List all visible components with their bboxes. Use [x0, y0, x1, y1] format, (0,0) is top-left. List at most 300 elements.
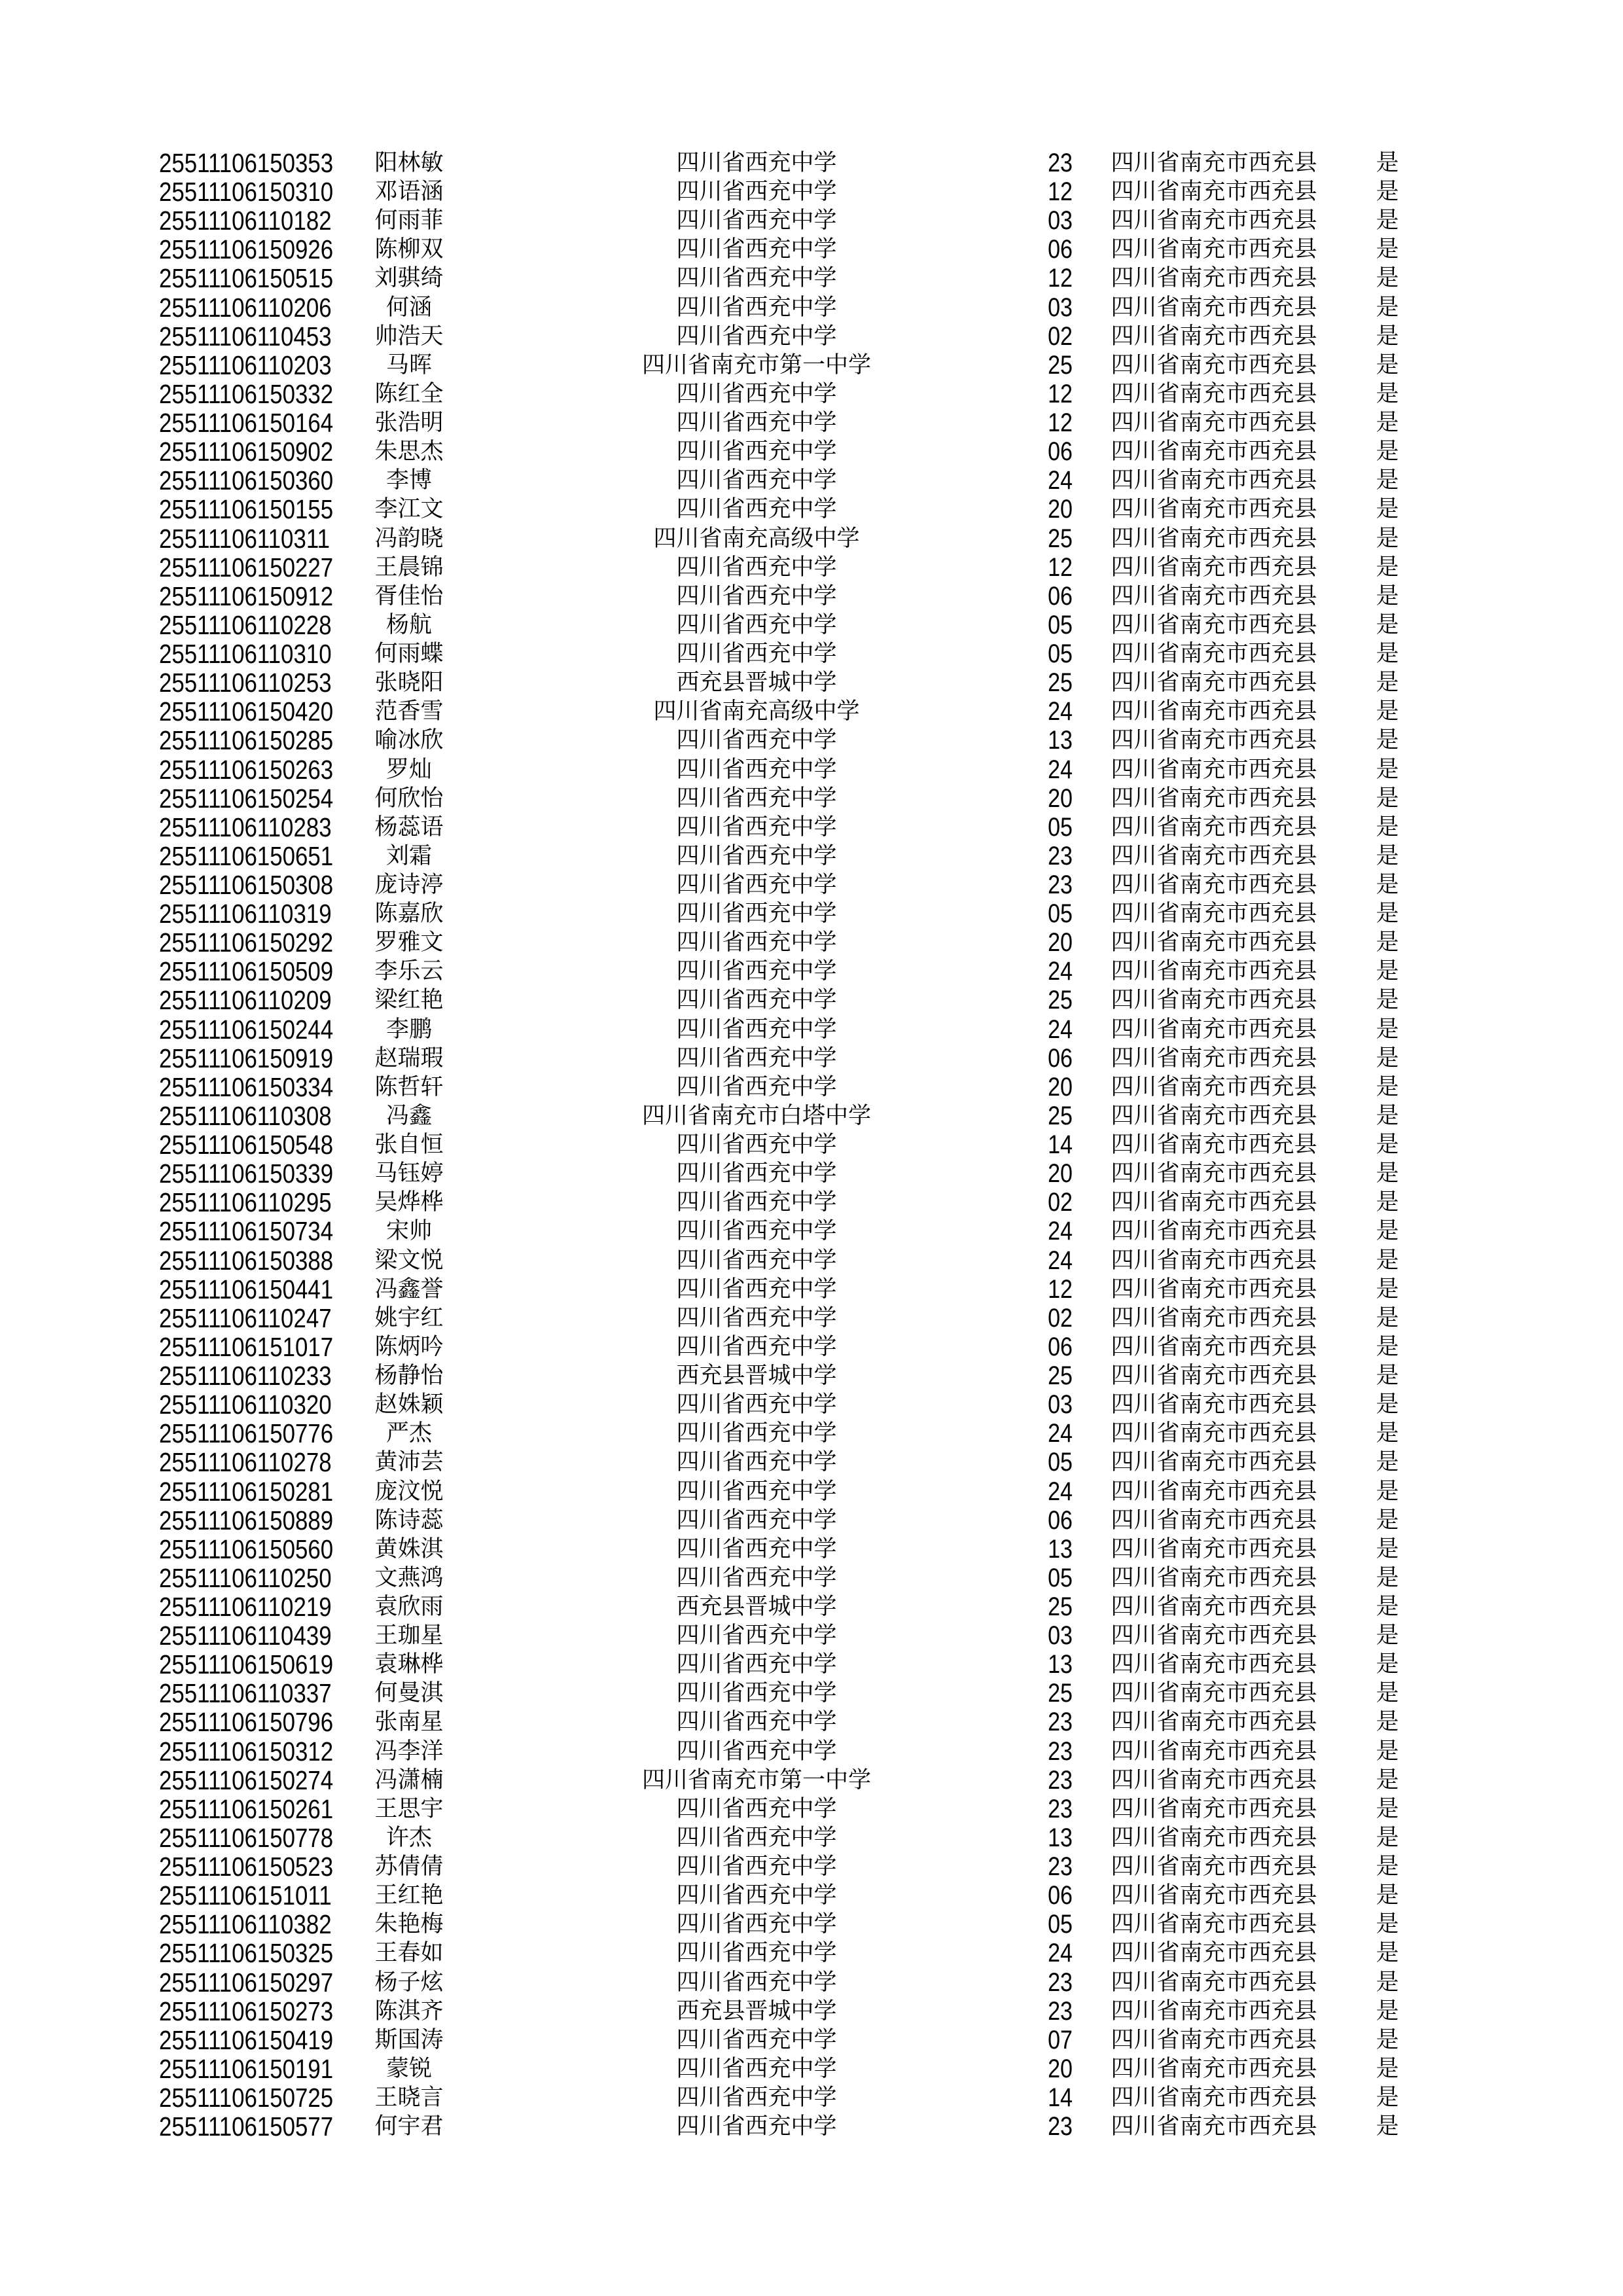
- school-name: 四川省西充中学: [676, 2085, 837, 2111]
- student-name: 庞汶悦: [374, 1478, 444, 1505]
- exam-id: 25511106110219: [159, 1592, 332, 1622]
- table-row: [0, 1679, 1623, 1708]
- school-name: 四川省西充中学: [676, 872, 837, 898]
- room-number: 06: [1048, 235, 1073, 264]
- confirm-flag: 是: [1376, 2085, 1399, 2111]
- exam-id: 25511106150191: [159, 2053, 334, 2084]
- room-number: 12: [1048, 177, 1073, 207]
- room-number: 23: [1048, 1736, 1073, 1766]
- exam-id: 25511106110439: [159, 1621, 332, 1651]
- exam-id: 25511106150919: [159, 1043, 334, 1073]
- student-name: 庞诗渟: [374, 872, 444, 898]
- room-number: 12: [1048, 552, 1073, 582]
- student-name: 朱思杰: [374, 439, 444, 465]
- district-name: 四川省南充市西充县: [1111, 179, 1317, 206]
- district-name: 四川省南充市西充县: [1111, 1507, 1317, 1534]
- table-row: [0, 1217, 1623, 1246]
- exam-id: 25511106150353: [159, 148, 334, 178]
- table-row: [0, 437, 1623, 466]
- district-name: 四川省南充市西充县: [1111, 1045, 1317, 1071]
- exam-id: 25511106150778: [159, 1822, 334, 1853]
- confirm-flag: 是: [1376, 1189, 1399, 1216]
- table-row: [0, 495, 1623, 524]
- confirm-flag: 是: [1376, 583, 1399, 609]
- confirm-flag: 是: [1376, 698, 1399, 725]
- room-number: 20: [1048, 1072, 1073, 1102]
- exam-id: 25511106150297: [159, 1967, 334, 1998]
- confirm-flag: 是: [1376, 1247, 1399, 1274]
- table-row: [0, 1188, 1623, 1217]
- student-name: 罗灿: [385, 756, 432, 783]
- district-name: 四川省南充市西充县: [1111, 1304, 1317, 1331]
- room-number: 23: [1048, 1794, 1073, 1823]
- district-name: 四川省南充市西充县: [1111, 323, 1317, 350]
- confirm-flag: 是: [1376, 611, 1399, 638]
- confirm-flag: 是: [1376, 467, 1399, 494]
- exam-id: 25511106150388: [159, 1245, 334, 1276]
- table-row: [0, 1737, 1623, 1766]
- exam-id: 25511106150651: [159, 840, 334, 871]
- exam-id: 25511106150548: [159, 1130, 334, 1160]
- room-number: 23: [1048, 149, 1073, 177]
- district-name: 四川省南充市西充县: [1111, 842, 1317, 869]
- district-name: 四川省南充市西充县: [1111, 698, 1317, 725]
- exam-id: 25511106150441: [159, 1274, 334, 1304]
- school-name: 四川省西充中学: [676, 323, 837, 350]
- exam-id: 25511106150310: [159, 177, 334, 207]
- room-number: 23: [1048, 1967, 1073, 1997]
- school-name: 四川省西充中学: [676, 410, 837, 437]
- table-row: [0, 639, 1623, 668]
- school-name: 四川省西充中学: [676, 1564, 837, 1591]
- district-name: 四川省南充市西充县: [1111, 1795, 1317, 1822]
- confirm-flag: 是: [1376, 1391, 1399, 1418]
- table-row: [0, 755, 1623, 784]
- exam-id: 25511106150725: [159, 2083, 334, 2113]
- student-name: 马晖: [385, 351, 432, 378]
- exam-id: 25511106150509: [159, 956, 334, 987]
- school-name: 四川省西充中学: [676, 583, 837, 609]
- student-name: 赵瑞瑕: [374, 1045, 444, 1071]
- student-name: 黄姝淇: [374, 1535, 444, 1562]
- confirm-flag: 是: [1376, 1218, 1399, 1245]
- student-name: 马钰婷: [374, 1160, 444, 1187]
- district-name: 四川省南充市西充县: [1111, 351, 1317, 378]
- exam-id: 25511106150912: [159, 581, 334, 611]
- student-name: 严杰: [385, 1420, 432, 1447]
- district-name: 四川省南充市西充县: [1111, 872, 1317, 898]
- exam-id: 25511106110209: [159, 985, 332, 1016]
- room-number: 05: [1048, 1448, 1073, 1477]
- district-name: 四川省南充市西充县: [1111, 1478, 1317, 1505]
- district-name: 四川省南充市西充县: [1111, 236, 1317, 263]
- table-row: [0, 1852, 1623, 1881]
- district-name: 四川省南充市西充县: [1111, 1102, 1317, 1129]
- student-name: 李乐云: [374, 958, 444, 985]
- district-name: 四川省南充市西充县: [1111, 785, 1317, 812]
- school-name: 四川省西充中学: [676, 1854, 837, 1880]
- school-name: 四川省西充中学: [676, 1507, 837, 1534]
- school-name: 四川省西充中学: [676, 1911, 837, 1938]
- student-name: 范香雪: [374, 698, 444, 725]
- table-row: [0, 899, 1623, 928]
- confirm-flag: 是: [1376, 1449, 1399, 1476]
- table-row: [0, 1275, 1623, 1304]
- district-name: 四川省南充市西充县: [1111, 1564, 1317, 1591]
- student-name: 张晓阳: [374, 670, 444, 696]
- exam-id: 25511106110253: [159, 668, 332, 698]
- student-name: 冯鑫: [385, 1102, 432, 1129]
- district-name: 四川省南充市西充县: [1111, 554, 1317, 581]
- district-name: 四川省南充市西充县: [1111, 1824, 1317, 1851]
- district-name: 四川省南充市西充县: [1111, 1016, 1317, 1043]
- student-name: 张自恒: [374, 1132, 444, 1158]
- exam-id: 25511106110250: [159, 1562, 332, 1593]
- district-name: 四川省南充市西充县: [1111, 294, 1317, 321]
- room-number: 03: [1048, 293, 1073, 322]
- table-row: [0, 1621, 1623, 1650]
- district-name: 四川省南充市西充县: [1111, 1247, 1317, 1274]
- district-name: 四川省南充市西充县: [1111, 1854, 1317, 1880]
- room-number: 24: [1048, 755, 1073, 784]
- school-name: 四川省西充中学: [676, 1738, 837, 1765]
- table-row: [0, 1044, 1623, 1073]
- room-number: 24: [1048, 957, 1073, 986]
- school-name: 四川省西充中学: [676, 1276, 837, 1302]
- table-row: [0, 726, 1623, 755]
- confirm-flag: 是: [1376, 2026, 1399, 2053]
- exam-id: 25511106150244: [159, 1014, 334, 1045]
- confirm-flag: 是: [1376, 1363, 1399, 1390]
- school-name: 四川省西充中学: [676, 1535, 837, 1562]
- student-name: 朱艳梅: [374, 1911, 444, 1938]
- student-name: 杨航: [385, 611, 432, 638]
- exam-id: 25511106150325: [159, 1938, 334, 1969]
- room-number: 23: [1048, 1996, 1073, 2026]
- room-number: 24: [1048, 466, 1073, 495]
- school-name: 四川省西充中学: [676, 236, 837, 263]
- district-name: 四川省南充市西充县: [1111, 1767, 1317, 1793]
- student-name: 李博: [385, 467, 432, 494]
- confirm-flag: 是: [1376, 756, 1399, 783]
- school-name: 四川省西充中学: [676, 1478, 837, 1505]
- table-row: [0, 1592, 1623, 1621]
- student-name: 蒙锐: [385, 2055, 432, 2082]
- district-name: 四川省南充市西充县: [1111, 265, 1317, 292]
- confirm-flag: 是: [1376, 525, 1399, 552]
- district-name: 四川省南充市西充县: [1111, 1969, 1317, 1996]
- confirm-flag: 是: [1376, 1854, 1399, 1880]
- table-row: [0, 1564, 1623, 1592]
- school-name: 四川省西充中学: [676, 958, 837, 985]
- district-name: 四川省南充市西充县: [1111, 1738, 1317, 1765]
- table-row: [0, 1997, 1623, 2026]
- student-name: 刘骐绮: [374, 265, 444, 292]
- student-name: 吴烨桦: [374, 1189, 444, 1216]
- table-row: [0, 957, 1623, 986]
- table-row: [0, 1535, 1623, 1564]
- table-row: [0, 1506, 1623, 1535]
- table-row: [0, 2026, 1623, 2054]
- student-name: 袁欣雨: [374, 1594, 444, 1620]
- exam-id: 25511106150308: [159, 870, 334, 900]
- student-name: 邓语涵: [374, 179, 444, 206]
- school-name: 四川省西充中学: [676, 1623, 837, 1649]
- table-row: [0, 293, 1623, 322]
- school-name: 四川省西充中学: [676, 756, 837, 783]
- school-name: 四川省西充中学: [676, 1824, 837, 1851]
- room-number: 25: [1048, 986, 1073, 1015]
- exam-id: 25511106110310: [159, 639, 332, 670]
- room-number: 06: [1048, 1881, 1073, 1910]
- district-name: 四川省南充市西充县: [1111, 814, 1317, 840]
- district-name: 四川省南充市西充县: [1111, 727, 1317, 754]
- exam-id: 25511106110453: [159, 321, 332, 351]
- exam-id: 25511106150261: [159, 1793, 334, 1824]
- room-number: 06: [1048, 581, 1073, 611]
- room-number: 25: [1048, 1101, 1073, 1130]
- exam-id: 25511106110283: [159, 812, 332, 842]
- student-name: 宋帅: [385, 1218, 432, 1245]
- exam-id: 25511106150227: [159, 552, 334, 583]
- student-name: 苏倩倩: [374, 1854, 444, 1880]
- student-name: 张浩明: [374, 410, 444, 437]
- school-name: 四川省西充中学: [676, 439, 837, 465]
- confirm-flag: 是: [1376, 1276, 1399, 1302]
- table-row: [0, 1910, 1623, 1939]
- school-name: 四川省西充中学: [676, 1651, 837, 1678]
- confirm-flag: 是: [1376, 1998, 1399, 2024]
- room-number: 20: [1048, 1159, 1073, 1189]
- student-name: 陈嘉欣: [374, 901, 444, 927]
- confirm-flag: 是: [1376, 872, 1399, 898]
- room-number: 03: [1048, 206, 1073, 236]
- student-name: 许杰: [385, 1824, 432, 1851]
- school-name: 四川省南充市第一中学: [641, 351, 871, 378]
- student-name: 何涵: [385, 294, 432, 321]
- school-name: 四川省西充中学: [676, 2055, 837, 2082]
- school-name: 四川省西充中学: [676, 1189, 837, 1216]
- exam-id: 25511106150889: [159, 1505, 334, 1535]
- school-name: 西充县晋城中学: [676, 1363, 837, 1390]
- room-number: 02: [1048, 1188, 1073, 1217]
- exam-id: 25511106150560: [159, 1534, 334, 1564]
- exam-id: 25511106110319: [159, 899, 332, 929]
- student-name: 梁文悦: [374, 1247, 444, 1274]
- exam-id: 25511106110203: [159, 350, 332, 380]
- exam-id: 25511106150332: [159, 378, 334, 409]
- school-name: 四川省西充中学: [676, 727, 837, 754]
- room-number: 25: [1048, 524, 1073, 553]
- district-name: 四川省南充市西充县: [1111, 1449, 1317, 1476]
- exam-id: 25511106150274: [159, 1765, 334, 1795]
- school-name: 四川省西充中学: [676, 1420, 837, 1447]
- confirm-flag: 是: [1376, 323, 1399, 350]
- district-name: 四川省南充市西充县: [1111, 467, 1317, 494]
- exam-id: 25511106150281: [159, 1476, 334, 1507]
- table-row: [0, 668, 1623, 697]
- confirm-flag: 是: [1376, 1507, 1399, 1534]
- exam-id: 25511106150155: [159, 494, 334, 525]
- confirm-flag: 是: [1376, 1651, 1399, 1678]
- student-name: 王晨锦: [374, 554, 444, 581]
- table-row: [0, 1650, 1623, 1679]
- room-number: 06: [1048, 1043, 1073, 1073]
- table-row: [0, 1073, 1623, 1102]
- room-number: 23: [1048, 1852, 1073, 1882]
- district-name: 四川省南充市西充县: [1111, 2055, 1317, 2082]
- student-name: 王珈星: [374, 1623, 444, 1649]
- table-row: [0, 1361, 1623, 1390]
- school-name: 四川省西充中学: [676, 1882, 837, 1909]
- room-number: 05: [1048, 812, 1073, 842]
- room-number: 06: [1048, 1332, 1073, 1361]
- district-name: 四川省南充市西充县: [1111, 1940, 1317, 1967]
- room-number: 05: [1048, 610, 1073, 639]
- student-name: 冯潇楠: [374, 1767, 444, 1793]
- confirm-flag: 是: [1376, 1420, 1399, 1447]
- school-name: 四川省西充中学: [676, 265, 837, 292]
- school-name: 四川省西充中学: [676, 611, 837, 638]
- school-name: 四川省西充中学: [676, 1940, 837, 1967]
- confirm-flag: 是: [1376, 1132, 1399, 1158]
- confirm-flag: 是: [1376, 958, 1399, 985]
- school-name: 四川省西充中学: [676, 842, 837, 869]
- student-name: 袁琳桦: [374, 1651, 444, 1678]
- confirm-flag: 是: [1376, 2055, 1399, 2082]
- confirm-flag: 是: [1376, 1160, 1399, 1187]
- school-name: 四川省西充中学: [676, 1304, 837, 1331]
- confirm-flag: 是: [1376, 1824, 1399, 1851]
- school-name: 四川省西充中学: [676, 496, 837, 523]
- district-name: 四川省南充市西充县: [1111, 929, 1317, 956]
- student-name: 姚宇红: [374, 1304, 444, 1331]
- table-row: [0, 1766, 1623, 1795]
- school-name: 四川省西充中学: [676, 785, 837, 812]
- student-name: 陈柳双: [374, 236, 444, 263]
- student-name: 王晓言: [374, 2085, 444, 2111]
- exam-id: 25511106150902: [159, 437, 334, 467]
- room-number: 02: [1048, 321, 1073, 351]
- table-row: [0, 206, 1623, 235]
- table-row: [0, 784, 1623, 813]
- exam-id: 25511106110228: [159, 609, 332, 640]
- table-row: [0, 1333, 1623, 1361]
- student-name: 杨蕊语: [374, 814, 444, 840]
- student-name: 黄沛芸: [374, 1449, 444, 1476]
- confirm-flag: 是: [1376, 1564, 1399, 1591]
- room-number: 12: [1048, 1274, 1073, 1304]
- table-row: [0, 1448, 1623, 1477]
- exam-id: 25511106110311: [159, 523, 330, 554]
- school-name: 四川省西充中学: [676, 1073, 837, 1100]
- district-name: 四川省南充市西充县: [1111, 1189, 1317, 1216]
- district-name: 四川省南充市西充县: [1111, 1073, 1317, 1100]
- school-name: 四川省西充中学: [676, 1045, 837, 1071]
- school-name: 四川省西充中学: [676, 1969, 837, 1996]
- room-number: 24: [1048, 1014, 1073, 1044]
- district-name: 四川省南充市西充县: [1111, 1218, 1317, 1245]
- room-number: 24: [1048, 1939, 1073, 1968]
- confirm-flag: 是: [1376, 987, 1399, 1014]
- school-name: 四川省西充中学: [676, 467, 837, 494]
- student-name: 冯鑫誉: [374, 1276, 444, 1302]
- student-name: 喻冰欣: [374, 727, 444, 754]
- room-number: 03: [1048, 1390, 1073, 1420]
- room-number: 05: [1048, 1563, 1073, 1592]
- district-name: 四川省南充市西充县: [1111, 2026, 1317, 2053]
- room-number: 12: [1048, 379, 1073, 408]
- district-name: 四川省南充市西充县: [1111, 1535, 1317, 1562]
- confirm-flag: 是: [1376, 1045, 1399, 1071]
- table-row: [0, 235, 1623, 264]
- room-number: 13: [1048, 1534, 1073, 1564]
- confirm-flag: 是: [1376, 1882, 1399, 1909]
- table-row: [0, 1130, 1623, 1159]
- table-row: [0, 177, 1623, 206]
- school-name: 四川省西充中学: [676, 1016, 837, 1043]
- student-name: 刘霜: [385, 842, 432, 869]
- district-name: 四川省南充市西充县: [1111, 583, 1317, 609]
- school-name: 四川省西充中学: [676, 380, 837, 407]
- table-row: [0, 1823, 1623, 1852]
- school-name: 四川省西充中学: [676, 179, 837, 206]
- district-name: 四川省南充市西充县: [1111, 1709, 1317, 1736]
- confirm-flag: 是: [1376, 179, 1399, 206]
- school-name: 四川省西充中学: [676, 294, 837, 321]
- room-number: 06: [1048, 437, 1073, 467]
- school-name: 四川省西充中学: [676, 2026, 837, 2053]
- school-name: 四川省西充中学: [676, 207, 837, 234]
- student-name: 斯国涛: [374, 2026, 444, 2053]
- room-number: 13: [1048, 1823, 1073, 1852]
- room-number: 24: [1048, 1246, 1073, 1275]
- exam-id: 25511106110382: [159, 1909, 332, 1940]
- room-number: 23: [1048, 841, 1073, 870]
- exam-id: 25511106110247: [159, 1302, 332, 1333]
- confirm-flag: 是: [1376, 207, 1399, 234]
- room-number: 13: [1048, 1650, 1073, 1679]
- confirm-flag: 是: [1376, 150, 1399, 176]
- school-name: 四川省西充中学: [676, 1680, 837, 1707]
- school-name: 四川省西充中学: [676, 554, 837, 581]
- table-row: [0, 1939, 1623, 1967]
- table-row: [0, 466, 1623, 495]
- confirm-flag: 是: [1376, 842, 1399, 869]
- district-name: 四川省南充市西充县: [1111, 1911, 1317, 1938]
- table-row: [0, 322, 1623, 351]
- student-name: 陈哲轩: [374, 1073, 444, 1100]
- confirm-flag: 是: [1376, 1333, 1399, 1360]
- school-name: 四川省西充中学: [676, 1333, 837, 1360]
- district-name: 四川省南充市西充县: [1111, 1132, 1317, 1158]
- school-name: 四川省西充中学: [676, 987, 837, 1014]
- confirm-flag: 是: [1376, 1940, 1399, 1967]
- exam-id: 25511106150523: [159, 1852, 334, 1882]
- student-name: 冯李洋: [374, 1738, 444, 1765]
- exam-id: 25511106150776: [159, 1418, 334, 1449]
- room-number: 24: [1048, 697, 1073, 726]
- school-name: 四川省西充中学: [676, 1391, 837, 1418]
- table-row: [0, 1881, 1623, 1910]
- exam-id: 25511106150254: [159, 783, 334, 814]
- room-number: 25: [1048, 350, 1073, 380]
- confirm-flag: 是: [1376, 1680, 1399, 1707]
- student-name: 冯韵晓: [374, 525, 444, 552]
- district-name: 四川省南充市西充县: [1111, 1998, 1317, 2024]
- table-row: [0, 582, 1623, 611]
- district-name: 四川省南充市西充县: [1111, 410, 1317, 437]
